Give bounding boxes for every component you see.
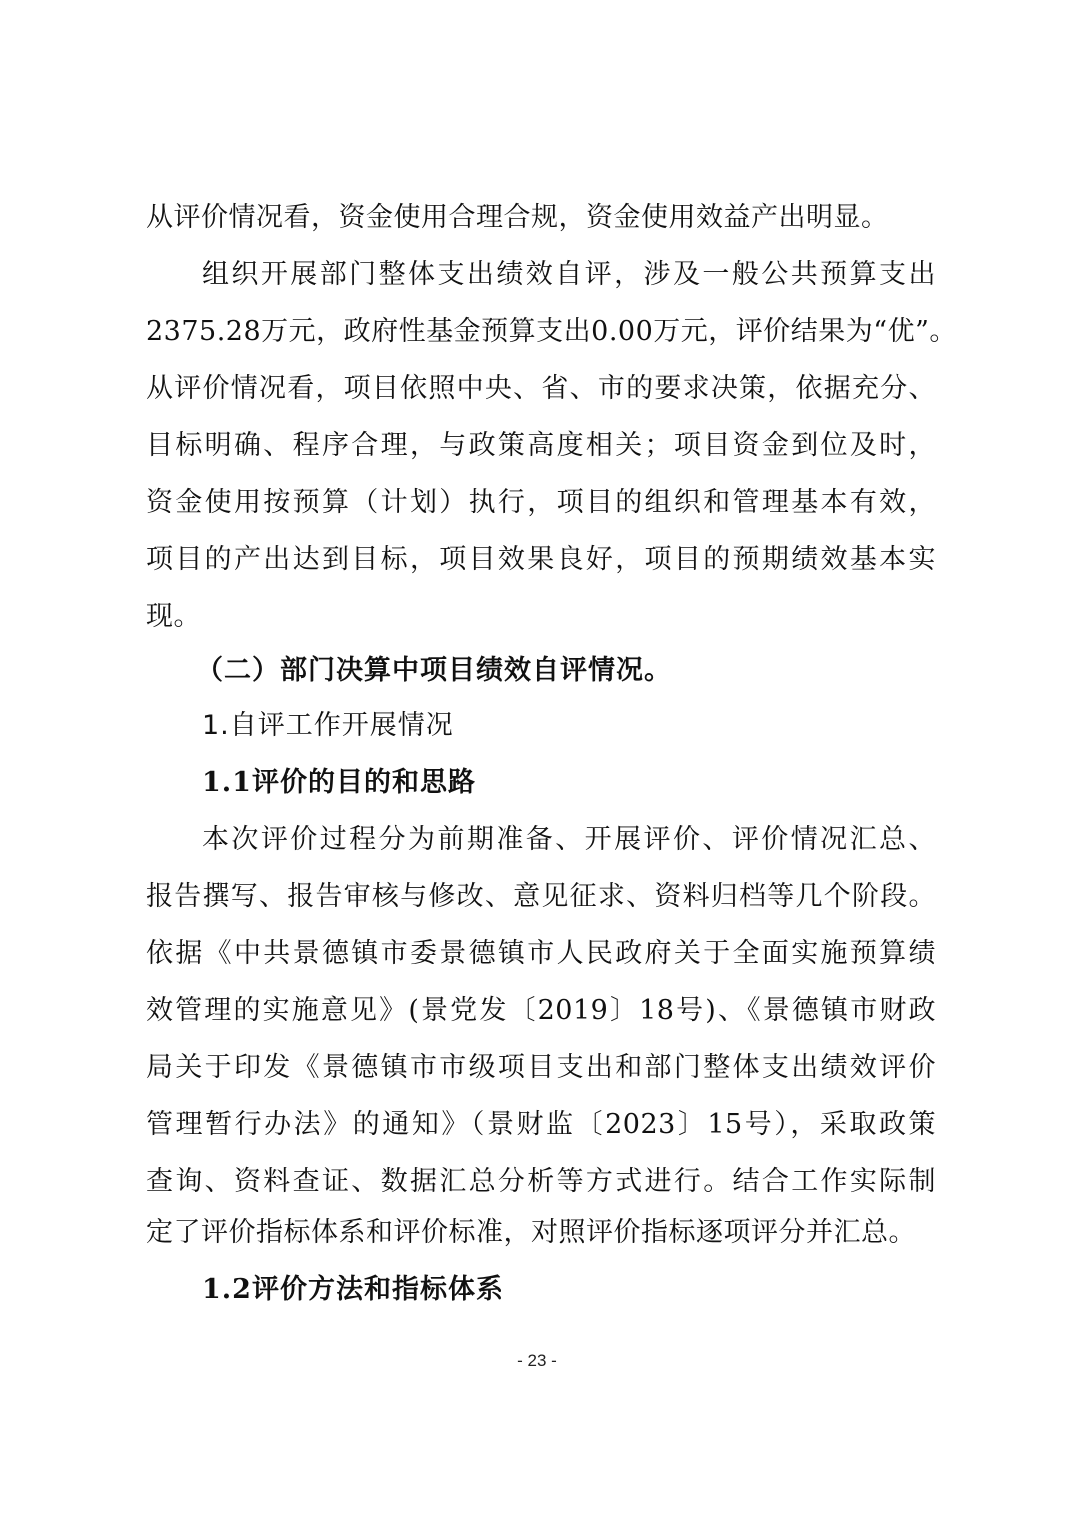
paragraph-line: 从评价情况看，项目依照中央、省、市的要求决策，依据充分、	[146, 373, 936, 404]
paragraph-line: 资金使用按预算（计划）执行，项目的组织和管理基本有效，	[146, 487, 936, 518]
paragraph-line: 局关于印发《景德镇市市级项目支出和部门整体支出绩效评价	[146, 1052, 936, 1083]
paragraph-line: 管理暂行办法》的通知》（景财监〔2023〕15号），采取政策	[146, 1109, 936, 1140]
paragraph-line: 查询、资料查证、数据汇总分析等方式进行。结合工作实际制	[146, 1166, 936, 1197]
paragraph-line: 定了评价指标体系和评价标准，对照评价指标逐项评分并汇总。	[146, 1217, 916, 1248]
subsection-heading: 1.1评价的目的和思路	[202, 767, 476, 798]
page-number: - 23 -	[517, 1351, 557, 1370]
paragraph-line: 组织开展部门整体支出绩效自评，涉及一般公共预算支出	[202, 259, 936, 290]
subsection-heading: 1.2评价方法和指标体系	[202, 1274, 504, 1305]
paragraph-line: 依据《中共景德镇市委景德镇市人民政府关于全面实施预算绩	[146, 938, 936, 969]
paragraph-line: 2375.28万元，政府性基金预算支出0.00万元，评价结果为“优”。	[146, 316, 957, 347]
paragraph-line: 从评价情况看，资金使用合理合规，资金使用效益产出明显。	[146, 202, 889, 233]
paragraph-line: 目标明确、程序合理，与政策高度相关；项目资金到位及时，	[146, 430, 936, 461]
paragraph-line: 效管理的实施意见》(景党发〔2019〕18号)、《景德镇市财政	[146, 995, 936, 1026]
paragraph-line: 报告撰写、报告审核与修改、意见征求、资料归档等几个阶段。	[146, 881, 936, 912]
subsection-heading: 1.自评工作开展情况	[202, 710, 454, 741]
paragraph-line: 现。	[146, 601, 201, 632]
paragraph-line: 本次评价过程分为前期准备、开展评价、评价情况汇总、	[202, 824, 936, 855]
section-heading: （二）部门决算中项目绩效自评情况。	[196, 655, 672, 686]
paragraph-line: 项目的产出达到目标，项目效果良好，项目的预期绩效基本实	[146, 544, 936, 575]
